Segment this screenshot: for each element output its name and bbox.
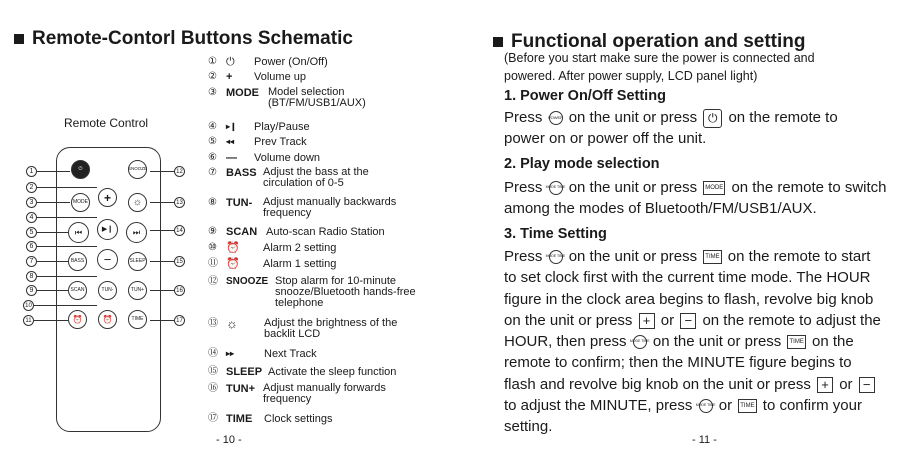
bullet-icon [493,37,503,47]
brightness-icon: ☼ [226,316,238,331]
mode-time-button-icon: MODE TIME [549,250,563,264]
legend-text: Auto-scan Radio Station [266,226,385,238]
bullet-icon [14,34,24,44]
tun-plus-button: TUN+ [128,281,147,300]
callout-3: 3 [26,197,37,208]
alarm-clock-icon: ⏰ [226,258,240,270]
legend-row [208,87,366,109]
power-button-icon: POWER [549,111,563,125]
leader-line [37,187,97,188]
power-button: ⏻ [71,160,90,179]
legend-row [208,383,386,405]
legend-text: Play/Pause [254,121,310,133]
leader-line [37,171,70,172]
minus-icon: − [859,377,875,393]
note: (Before you start make sure the power is connected and powered. After power supply, LCD panel light) [504,51,815,83]
legend-number: ⑪ [208,258,218,269]
legend-number: ⑨ [208,226,217,237]
legend-text: Prev Track [254,136,307,148]
legend-text: Model selection (BT/FM/USB1/AUX) [268,86,366,109]
section-body: Press MODE TIME on the unit or press TIME on the remote to start to set clock first with the current time mode. The HOUR figure in the clock area begins to flash, revolve big knob on the unit or press + or − on the remote to adjust the HOUR, then press MODE TIME on the unit or press TIME on the remote to confirm; then the MINUTE figure begins to flash and revolve big knob on the unit or press + or − to adjust the MINUTE, press MODE TIME or TIME to confirm your setting. [504,248,881,436]
leader-line [37,261,68,262]
callout-8: 8 [26,271,37,282]
callout-2: 2 [26,182,37,193]
next-track-icon: ▸▸ [226,349,235,358]
snooze-label: SNOOZE [226,276,269,287]
legend-text: Volume up [254,71,306,83]
leader-line [37,246,97,247]
callout-9: 9 [26,285,37,296]
legend-number: ⑥ [208,152,217,163]
legend-row [208,276,416,309]
legend-row [208,136,307,148]
sleep-button: SLEEP [128,252,147,271]
callout-5: 5 [26,227,37,238]
legend-number: ⑮ [208,366,218,377]
leader-line [150,320,174,321]
legend-row [208,242,336,254]
callout-11: 11 [23,315,34,326]
legend-text: Adjust manually forwards frequency [263,382,386,405]
minus-icon: − [680,313,696,329]
page-number-left: - 10 - [216,434,242,446]
legend-text: Next Track [264,348,317,360]
legend-number: ④ [208,121,217,132]
leader-line [150,202,174,203]
alarm-clock-icon: ⏰ [226,242,240,254]
tun-plus-label: TUN+ [226,383,256,395]
remote-control-label: Remote Control [64,116,149,130]
legend-text: Clock settings [264,413,333,425]
power-icon: ⏻ [226,56,235,68]
legend-row [208,121,310,133]
alarm2-button: ⏰ [98,310,117,329]
callout-13: 13 [174,197,185,208]
leader-line [37,290,68,291]
callout-17: 17 [174,315,185,326]
mode-time-button-icon: MODE TIME [549,181,563,195]
bass-button: BASS [68,252,87,271]
remote-control-drawing [56,147,161,432]
prev-track-button: ⏮ [68,222,89,243]
tun-minus-button: TUN- [98,281,117,300]
right-heading: Functional operation and setting [493,31,806,53]
section-body: Press MODE TIME on the unit or press MODE on the remote to switch among the modes of Bluetooth/FM/USB1/AUX. [504,179,887,218]
leader-line [37,276,97,277]
mode-time-button-icon: MODE TIME [699,399,713,413]
callout-10: 10 [23,300,34,311]
section-title: 3. Time Setting [504,226,607,242]
legend-row [208,366,396,378]
legend-number: ⑩ [208,242,217,253]
legend-row [208,152,320,164]
legend-text: Alarm 2 setting [263,242,337,254]
legend-number: ⑦ [208,167,217,178]
plus-icon: + [817,377,833,393]
next-track-button: ⏭ [126,222,147,243]
scan-label: SCAN [226,226,258,238]
legend-number: ② [208,71,217,82]
callout-1: 1 [26,166,37,177]
legend-text: Power (On/Off) [254,56,328,68]
page-number-right: - 11 - [692,434,717,446]
legend-text: Stop alarm for 10-minute snooze/Bluetooth hands-free telephone [275,275,416,309]
legend-number: ① [208,56,217,67]
plus-icon: + [226,71,233,83]
legend-row [208,167,369,189]
legend-row [208,56,328,68]
legend-text: Alarm 1 setting [263,258,337,270]
callout-15: 15 [174,256,185,267]
callout-14: 14 [174,225,185,236]
leader-line [150,171,174,172]
legend-number: ⑯ [208,383,218,394]
legend-number: ⑤ [208,136,217,147]
callout-4: 4 [26,212,37,223]
plus-icon: + [639,313,655,329]
leader-line [34,305,97,306]
legend-number: ⑬ [208,318,218,329]
scan-button: SCAN [68,281,87,300]
legend-number: ⑫ [208,276,218,287]
time-button: TIME [128,310,147,329]
legend-row [208,197,396,219]
leader-line [150,230,174,231]
mode-button-icon: MODE [703,181,725,195]
time-button-icon: TIME [703,250,721,264]
alarm1-button: ⏰ [68,310,87,329]
legend-row [208,71,306,83]
legend-number: ⑧ [208,197,217,208]
callout-12: 12 [174,166,185,177]
legend-number: ⑰ [208,413,218,424]
leader-line [37,232,68,233]
legend-text: Volume down [254,152,321,164]
section-title: 1. Power On/Off Setting [504,88,666,104]
callout-16: 16 [174,285,185,296]
leader-line [37,217,97,218]
callout-6: 6 [26,241,37,252]
legend-row [208,226,385,238]
legend-row [208,258,336,270]
mode-time-button-icon: MODE TIME [633,335,647,349]
plus-button: + [98,188,117,207]
play-pause-button: ▶❙ [97,219,118,240]
minus-icon: — [226,152,237,164]
power-icon: ⏻ [703,109,722,128]
time-button-icon: TIME [738,399,756,413]
legend-row [208,318,397,340]
legend-text: Activate the sleep function [268,366,397,378]
legend-row [208,348,317,360]
section-title: 2. Play mode selection [504,156,660,172]
prev-track-icon: ◂◂ [226,137,235,146]
legend-text: Adjust the bass at the circulation of 0-5 [263,166,369,189]
legend-row [208,413,332,425]
dimmer-button: ☼ [128,193,147,212]
play-pause-icon: ▸❙ [226,122,237,131]
legend-number: ⑭ [208,348,218,359]
section-body: Press POWER on the unit or press ⏻ on the remote to power on or power off the unit. [504,109,838,148]
sleep-label: SLEEP [226,366,263,378]
mode-button: MODE [71,193,90,212]
leader-line [37,202,70,203]
legend-text: Adjust the brightness of the backlit LCD [264,317,398,340]
legend-number: ③ [208,87,217,98]
time-button-icon: TIME [787,335,805,349]
time-label: TIME [226,413,253,425]
leader-line [34,320,68,321]
leader-line [150,290,174,291]
tun-minus-label: TUN- [226,197,253,209]
left-heading: Remote-Contorl Buttons Schematic [14,28,353,50]
bass-label: BASS [226,167,257,179]
callout-7: 7 [26,256,37,267]
mode-label: MODE [226,87,259,99]
legend-text: Adjust manually backwards frequency [263,196,397,219]
leader-line [150,261,174,262]
minus-button: − [97,249,118,270]
snooze-button: SNOOZE [128,160,147,179]
